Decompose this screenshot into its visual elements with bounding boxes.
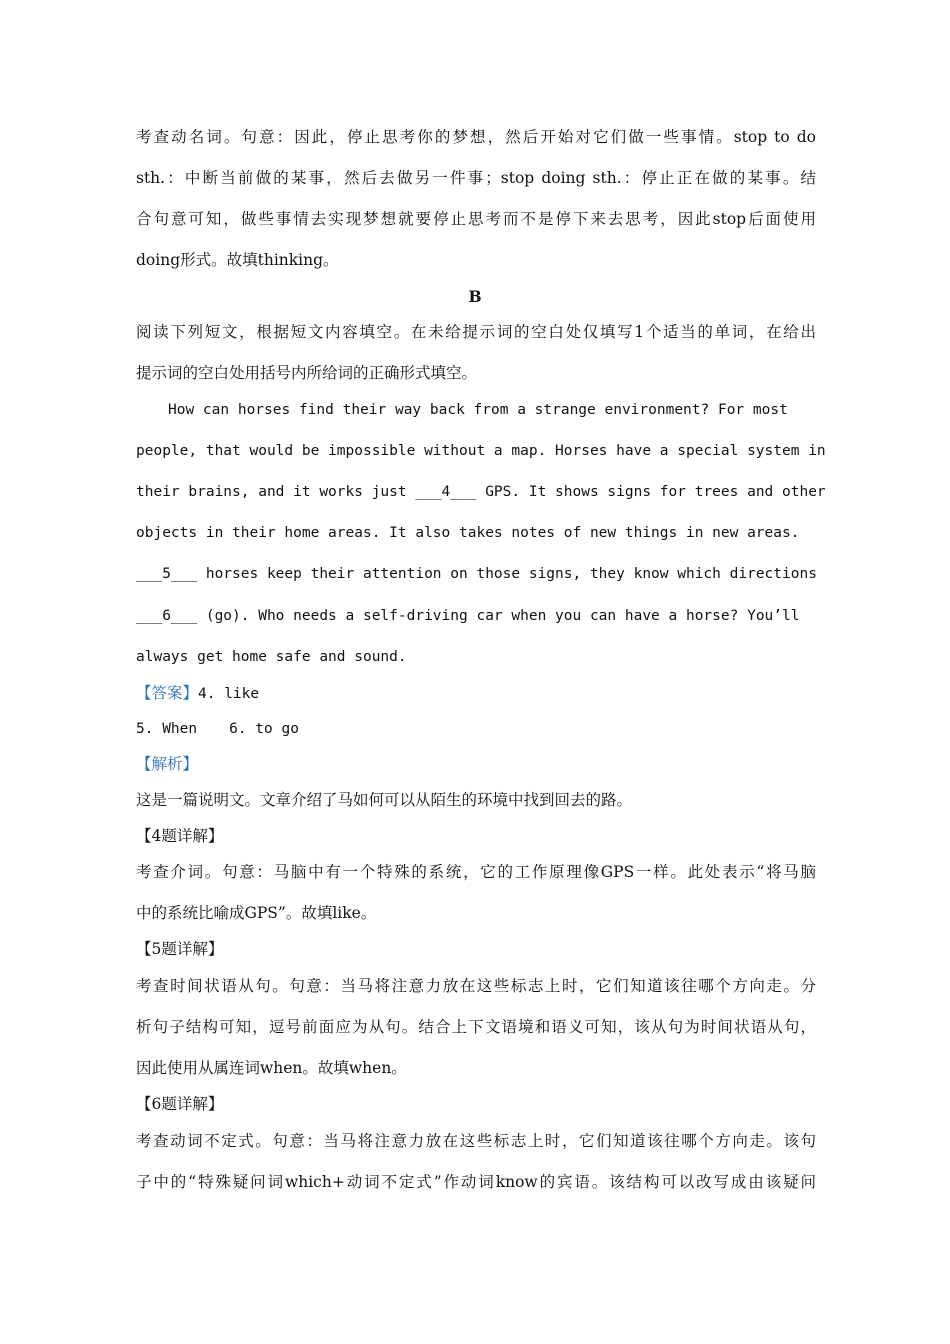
passage-line: people, that would be impossible without a map. Horses have a special system in: [136, 443, 826, 459]
passage-line: [136, 563, 817, 585]
instruction-line: 提示词的空白处用括号内所给词的正确形式填空。: [136, 364, 478, 382]
passage-line: objects in their home areas. It also takes notes of new things in new areas.: [136, 525, 800, 541]
blank-5: ___5___: [136, 566, 198, 582]
section-title: B: [468, 287, 482, 306]
q4-line: 考查介词。句意：马脑中有一个特殊的系统，它的工作原理像GPS一样。此处表示“将马脑: [136, 863, 816, 881]
passage-line: always get home safe and sound.: [136, 649, 407, 665]
answer-4: 4. like: [198, 686, 260, 702]
analysis-summary: 这是一篇说明文。文章介绍了马如何可以从陌生的环境中找到回去的路。: [136, 791, 633, 809]
q3-explanation-line: 合句意可知，做些事情去实现梦想就要停止思考而不是停下来去思考，因此stop后面使用: [136, 210, 816, 228]
answer-line: [136, 682, 259, 705]
q6-line: 考查动词不定式。句意：当马将注意力放在这些标志上时，它们知道该往哪个方向走。该句: [136, 1132, 816, 1150]
answer-6: 6. to go: [229, 721, 299, 737]
q5-title: 【5题详解】: [136, 940, 224, 958]
answer-line: [136, 718, 299, 740]
blank-4: ___4___: [415, 484, 477, 500]
passage-line: [136, 605, 799, 627]
q3-explanation-line: sth.：中断当前做的某事，然后去做另一件事；stop doing sth.：停止正在做的某事。结: [136, 169, 816, 187]
q5-line: 析句子结构可知，逗号前面应为从句。结合上下文语境和语义可知，该从句为时间状语从句，: [136, 1018, 816, 1036]
q6-title: 【6题详解】: [136, 1095, 224, 1113]
passage-text: horses keep their attention on those signs, they know which directions: [197, 566, 817, 582]
blank-6: ___6___: [136, 608, 198, 624]
answer-5: 5. When: [136, 721, 198, 737]
passage-text: their brains, and it works just: [136, 484, 416, 500]
passage-text: (go). Who needs a self-driving car when you can have a horse? You’ll: [197, 608, 800, 624]
q4-title: 【4题详解】: [136, 827, 224, 845]
passage-line: How can horses find their way back from a strange environment? For most: [168, 402, 788, 418]
answer-tag: 【答案】: [136, 684, 199, 702]
q3-explanation-line: doing形式。故填thinking。: [136, 251, 339, 269]
q4-line: 中的系统比喻成GPS”。故填like。: [136, 904, 377, 922]
passage-line: [136, 481, 826, 503]
passage-text: GPS. It shows signs for trees and other: [476, 484, 826, 500]
q5-line: 考查时间状语从句。句意：当马将注意力放在这些标志上时，它们知道该往哪个方向走。分: [136, 977, 816, 995]
q3-explanation-line: 考查动名词。句意：因此，停止思考你的梦想，然后开始对它们做一些事情。stop to do: [136, 128, 816, 146]
q5-line: 因此使用从属连词when。故填when。: [136, 1059, 407, 1077]
instruction-line: 阅读下列短文，根据短文内容填空。在未给提示词的空白处仅填写1个适当的单词，在给出: [136, 323, 816, 341]
analysis-tag: 【解析】: [136, 755, 199, 773]
q6-line: 子中的“特殊疑问词which+动词不定式”作动词know的宾语。该结构可以改写成由该疑问: [136, 1173, 816, 1191]
